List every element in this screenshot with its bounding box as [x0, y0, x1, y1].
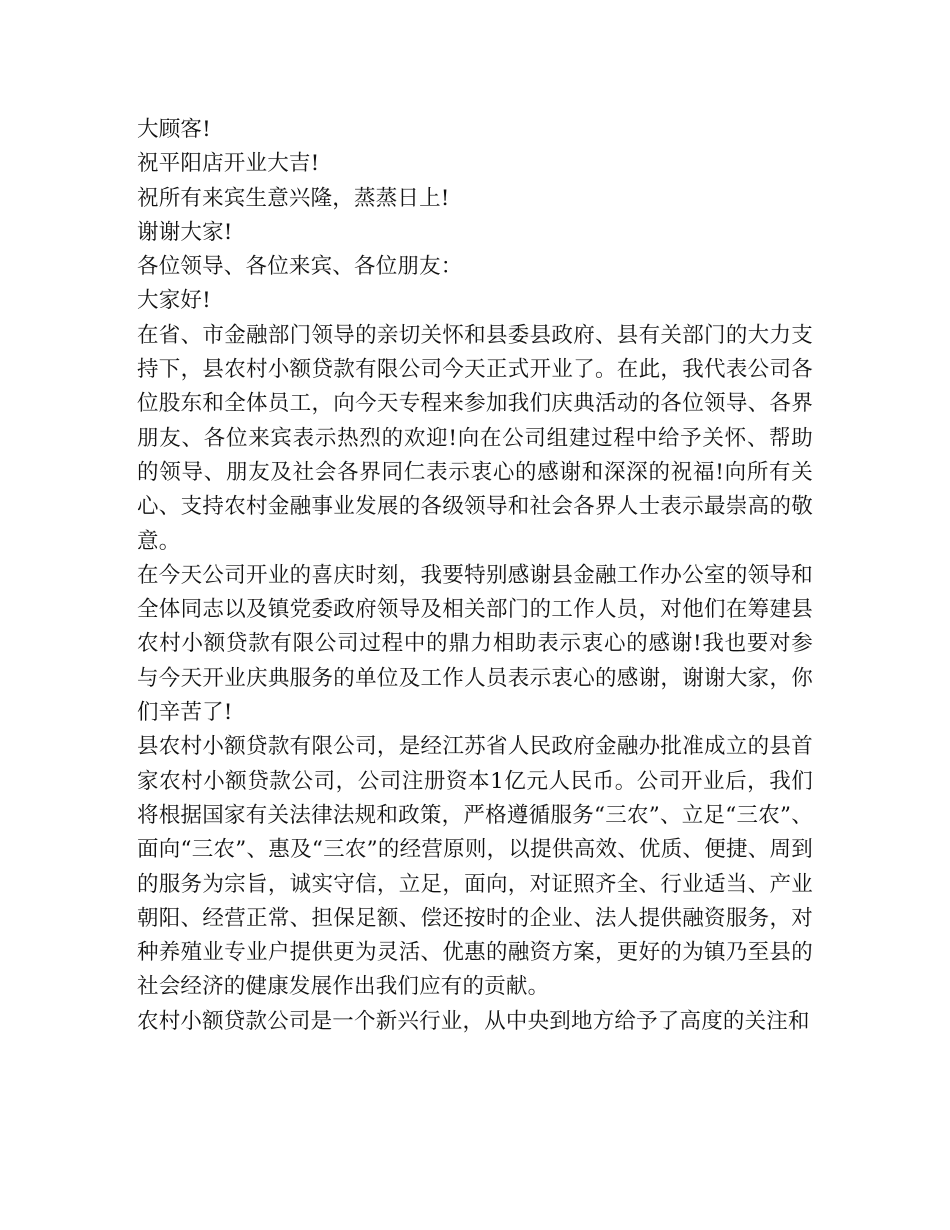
paragraph-10: 农村小额贷款公司是一个新兴行业，从中央到地方给予了高度的关注和 — [137, 1008, 810, 1034]
paragraph-4: 谢谢大家! — [137, 219, 233, 245]
paragraph-6: 大家好! — [137, 288, 211, 314]
paragraph-2: 祝平阳店开业大吉! — [137, 151, 320, 177]
paragraph-5: 各位领导、各位来宾、各位朋友： — [137, 254, 463, 280]
paragraph-1: 大顾客! — [137, 117, 211, 142]
paragraph-9: 县农村小额贷款有限公司，是经江苏省人民政府金融办批准成立的县首家农村小额贷款公司，公司注册资本1亿元人民币。公司开业后，我们将根据国家有关法律法规和政策，严格遵循服务“三农”、立足“三农”、面向“三农”、惠及“三农”的经营原则，以提供高效、优质、便捷、周到的服务为宗旨，诚实守信，立足，面向，对证照齐全、行业适当、产业朝阳、经营正常、担保足额、偿还按时的企业、法人提供融资服务，对种养殖业专业户提供更为灵活、优惠的融资方案，更好的为镇乃至县的社会经济的健康发展作出我们应有的贡献。 — [137, 734, 813, 1000]
paragraph-7: 在省、市金融部门领导的亲切关怀和县委县政府、县有关部门的大力支持下，县农村小额贷款有限公司今天正式开业了。在此，我代表公司各位股东和全体员工，向今天专程来参加我们庆典活动的各位领导、各界朋友、各位来宾表示热烈的欢迎!向在公司组建过程中给予关怀、帮助的领导、朋友及社会各界同仁表示衷心的感谢和深深的祝福!向所有关心、支持农村金融事业发展的各级领导和社会各界人士表示最崇高的敬意。 — [137, 322, 813, 554]
document-body — [137, 113, 813, 1039]
paragraph-8: 在今天公司开业的喜庆时刻，我要特别感谢县金融工作办公室的领导和全体同志以及镇党委政府领导及相关部门的工作人员，对他们在筹建县农村小额贷款有限公司过程中的鼎力相助表示衷心的感谢!我也要对参与今天开业庆典服务的单位及工作人员表示衷心的感谢，谢谢大家，你们辛苦了! — [137, 562, 813, 726]
paragraph-3: 祝所有来宾生意兴隆，蒸蒸日上! — [137, 185, 450, 211]
